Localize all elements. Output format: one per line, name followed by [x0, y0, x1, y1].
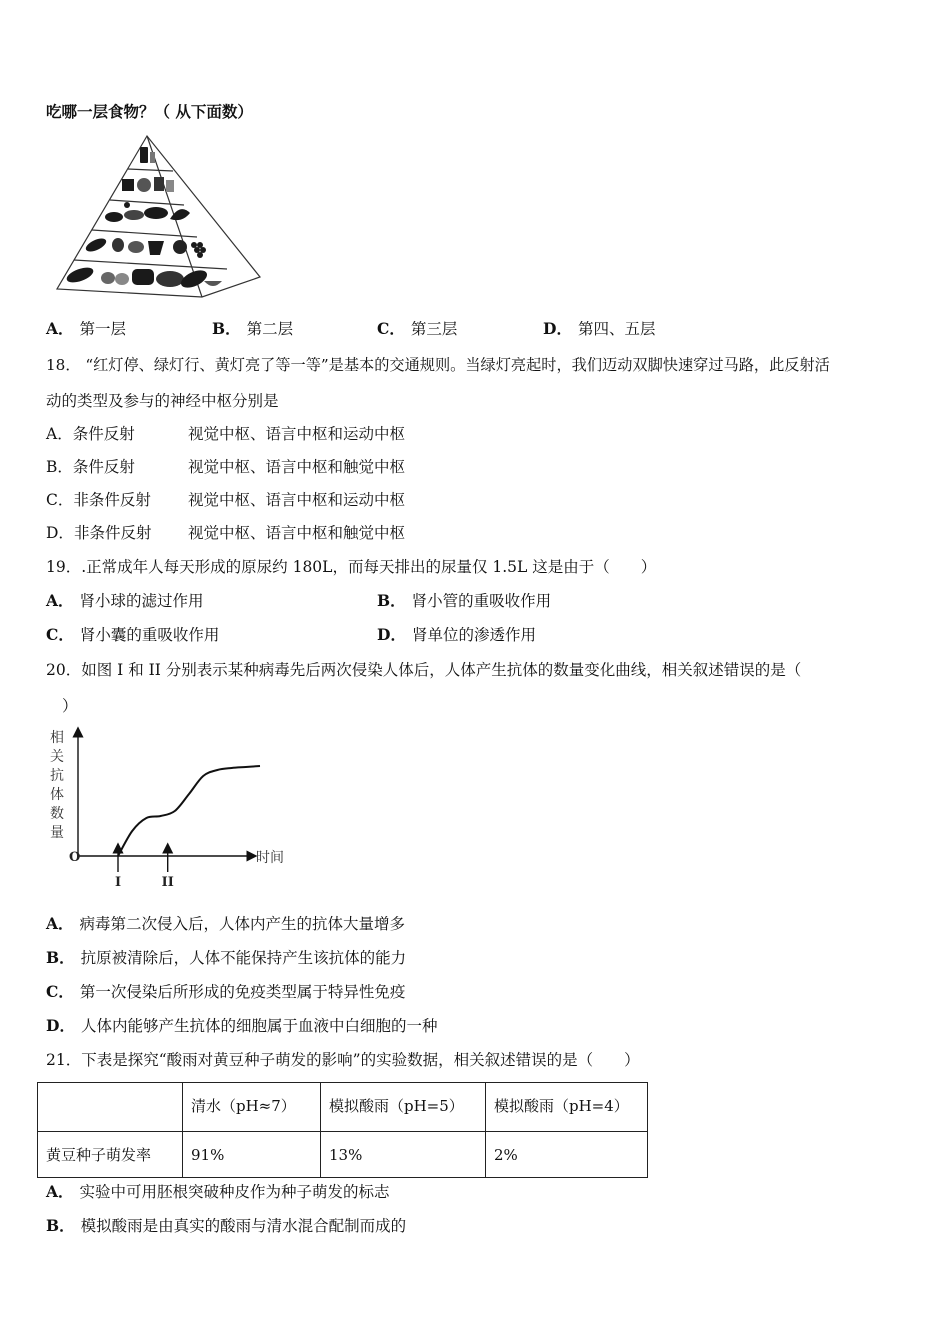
- y-axis-label: [50, 729, 64, 841]
- q17-option-a: [46, 319, 126, 339]
- option-letter: C．: [46, 491, 74, 509]
- option-text: 模拟酸雨是由真实的酸雨与清水混合配制而成的: [80, 1217, 407, 1235]
- option-type: 条件反射: [72, 458, 135, 476]
- option-letter: D．: [46, 524, 74, 542]
- q20-option-d: [46, 1016, 437, 1036]
- table-header-cell: 模拟酸雨（pH=5）: [321, 1083, 486, 1132]
- table-cell: 2%: [486, 1132, 648, 1178]
- food-pyramid-figure: [52, 133, 264, 301]
- table-cell: 13%: [321, 1132, 486, 1178]
- option-type: 非条件反射: [73, 524, 152, 542]
- table-cell: 91%: [183, 1132, 321, 1178]
- option-letter: B．: [377, 591, 406, 610]
- food-icons: [65, 147, 222, 291]
- y-axis-label-char: 体: [50, 787, 64, 803]
- option-type: 非条件反射: [73, 491, 151, 509]
- option-text: 实验中可用胚根突破种皮作为种子萌发的标志: [79, 1183, 390, 1201]
- y-axis-label-char: 相: [50, 730, 64, 746]
- option-letter: A．: [46, 591, 74, 610]
- option-letter: D．: [543, 319, 572, 338]
- q21-option-b: [46, 1216, 406, 1236]
- option-letter: A．: [46, 1182, 74, 1201]
- table-row: [38, 1132, 648, 1178]
- option-letter: D．: [377, 625, 406, 644]
- q19-option-a: [46, 591, 204, 611]
- option-letter: C．: [46, 625, 74, 644]
- table-header-cell: [38, 1083, 183, 1132]
- q18-option-c-centers: 视觉中枢、语言中枢和运动中枢: [188, 491, 406, 509]
- option-text: 第一层: [79, 320, 127, 338]
- q19-option-d: [377, 625, 536, 645]
- option-text: 肾小球的滤过作用: [79, 592, 204, 610]
- q21-option-a: [46, 1182, 390, 1202]
- option-text: 第一次侵染后所形成的免疫类型属于特异性免疫: [79, 983, 406, 1001]
- q20-option-b: [46, 948, 406, 968]
- option-letter: B．: [212, 319, 241, 338]
- q17-option-d: [543, 319, 655, 339]
- option-text: 肾小管的重吸收作用: [411, 592, 552, 610]
- y-axis-label-char: 抗: [50, 768, 64, 784]
- q18-option-d-centers: 视觉中枢、语言中枢和触觉中枢: [188, 524, 406, 542]
- option-text: 肾单位的渗透作用: [411, 626, 536, 644]
- option-letter: C．: [46, 982, 74, 1001]
- q18-option-a: [46, 424, 135, 444]
- table-header-cell: 模拟酸雨（pH=4）: [486, 1083, 648, 1132]
- q19-option-b: [377, 591, 551, 611]
- table-header-cell: 清水（pH≈7）: [183, 1083, 321, 1132]
- marker-i-label: I: [114, 875, 122, 890]
- option-text: 病毒第二次侵入后，人体内产生的抗体大量增多: [79, 915, 406, 933]
- option-letter: A．: [46, 319, 74, 338]
- q19-option-c: [46, 625, 219, 645]
- q21-stem: 21．下表是探究“酸雨对黄豆种子萌发的影响”的实验数据，相关叙述错误的是（ ）: [46, 1051, 640, 1069]
- option-letter: A．: [46, 425, 73, 443]
- option-text: 肾小囊的重吸收作用: [79, 626, 220, 644]
- option-letter: B．: [46, 948, 75, 967]
- option-letter: B．: [46, 1216, 75, 1235]
- q19-stem: 19．.正常成年人每天形成的原尿约 180L，而每天排出的尿量仅 1.5L 这是由于（ ）: [46, 558, 657, 576]
- q18-option-d: [46, 523, 151, 543]
- q20-option-c: [46, 982, 405, 1002]
- option-text: 人体内能够产生抗体的细胞属于血液中白细胞的一种: [80, 1017, 438, 1035]
- option-letter: A．: [46, 914, 74, 933]
- y-axis-label-char: 关: [50, 749, 64, 765]
- origin-label: O: [69, 850, 81, 865]
- table-cell: 黄豆种子萌发率: [38, 1132, 183, 1178]
- option-letter: D．: [46, 1016, 75, 1035]
- q18-stem-line-1: 18． “红灯停、绿灯行、黄灯亮了等一等”是基本的交通规则。当绿灯亮起时，我们迈动双脚快速穿过马路，此反射活: [46, 356, 830, 374]
- y-axis-label-char: 数: [50, 806, 64, 822]
- q17-stem-tail: 吃哪一层食物？（ 从下面数）: [46, 102, 253, 121]
- option-text: 第四、五层: [577, 320, 656, 338]
- q18-stem-line-2: 动的类型及参与的神经中枢分别是: [46, 392, 279, 410]
- experiment-table: [37, 1082, 648, 1178]
- q18-option-c: [46, 490, 151, 510]
- q18-option-b-centers: 视觉中枢、语言中枢和触觉中枢: [188, 458, 406, 476]
- q17-option-c: [377, 319, 457, 339]
- option-text: 第二层: [246, 320, 294, 338]
- y-axis-label-char: 量: [50, 825, 64, 841]
- antibody-curve: [118, 766, 260, 856]
- q20-option-a: [46, 914, 405, 934]
- marker-ii-label: II: [161, 875, 174, 890]
- option-type: 条件反射: [72, 425, 135, 443]
- q18-option-b: [46, 457, 135, 477]
- option-text: 第三层: [410, 320, 458, 338]
- x-axis-label: 时间: [256, 850, 284, 866]
- table-header-row: [38, 1083, 648, 1132]
- q18-option-a-centers: 视觉中枢、语言中枢和运动中枢: [188, 425, 406, 443]
- option-letter: C．: [377, 319, 405, 338]
- q20-stem-line-1: 20．如图 I 和 II 分别表示某种病毒先后两次侵染人体后，人体产生抗体的数量变化曲线，相关叙述错误的是（: [46, 661, 802, 679]
- q17-option-b: [212, 319, 293, 339]
- option-text: 抗原被清除后，人体不能保持产生该抗体的能力: [80, 949, 407, 967]
- antibody-chart: [40, 720, 300, 890]
- option-letter: B．: [46, 458, 73, 476]
- q20-stem-line-2: ）: [62, 697, 78, 715]
